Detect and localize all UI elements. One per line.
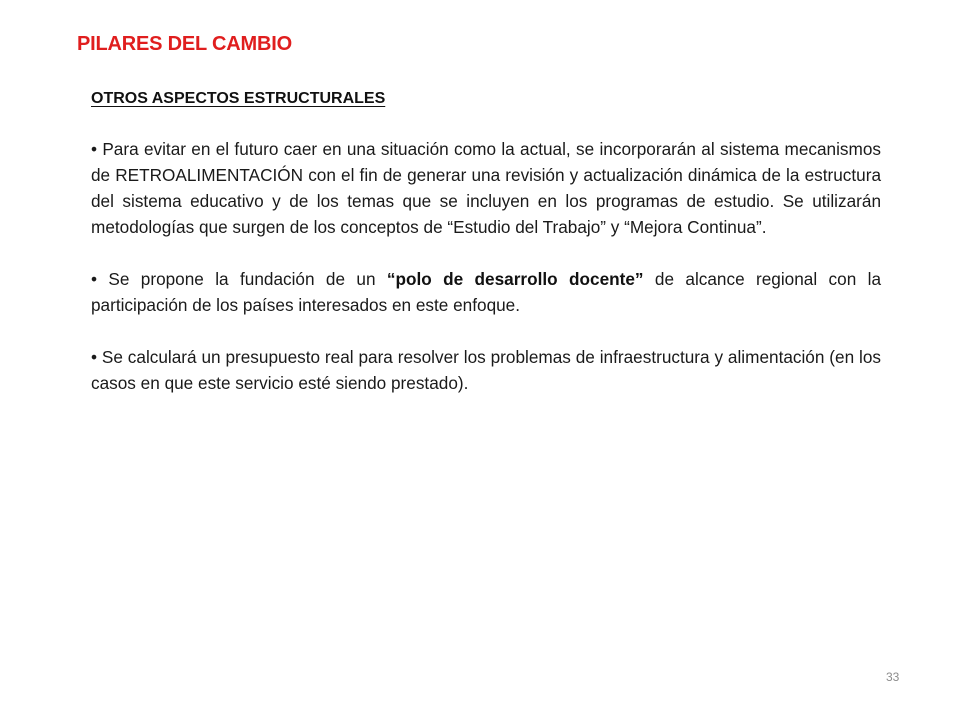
section-subtitle: OTROS ASPECTOS ESTRUCTURALES [91, 90, 386, 107]
bullet-polo-before: • Se propone la fundación de un [91, 269, 387, 289]
bullet-polo-after: de alcance regional con la participación de los países interesados en este enfoque. [91, 269, 882, 315]
page-number: 33 [886, 670, 900, 684]
bullet-polo-desarrollo [91, 266, 881, 318]
bullet-retroalimentacion: • Para evitar en el futuro caer en una situación como la actual, se incorporarán al sistema mecanismos de RETROALIMENTACIÓN con el fin de generar una revisión y actualización dinámica de la estructura del sistema educativo y de los temas que se incluyen en los programas de estudio. Se utilizarán metodologías que surgen de los conceptos de “Estudio del Trabajo” y “Mejora Continua”. [91, 139, 881, 237]
slide-title: PILARES DEL CAMBIO [77, 33, 292, 55]
slide-body [91, 136, 881, 422]
bullet-presupuesto: • Se calculará un presupuesto real para resolver los problemas de infraestructura y alimentación (en los casos en que este servicio esté siendo prestado). [91, 347, 881, 393]
bullet-polo-emphasis: “polo de desarrollo docente” [386, 269, 644, 289]
